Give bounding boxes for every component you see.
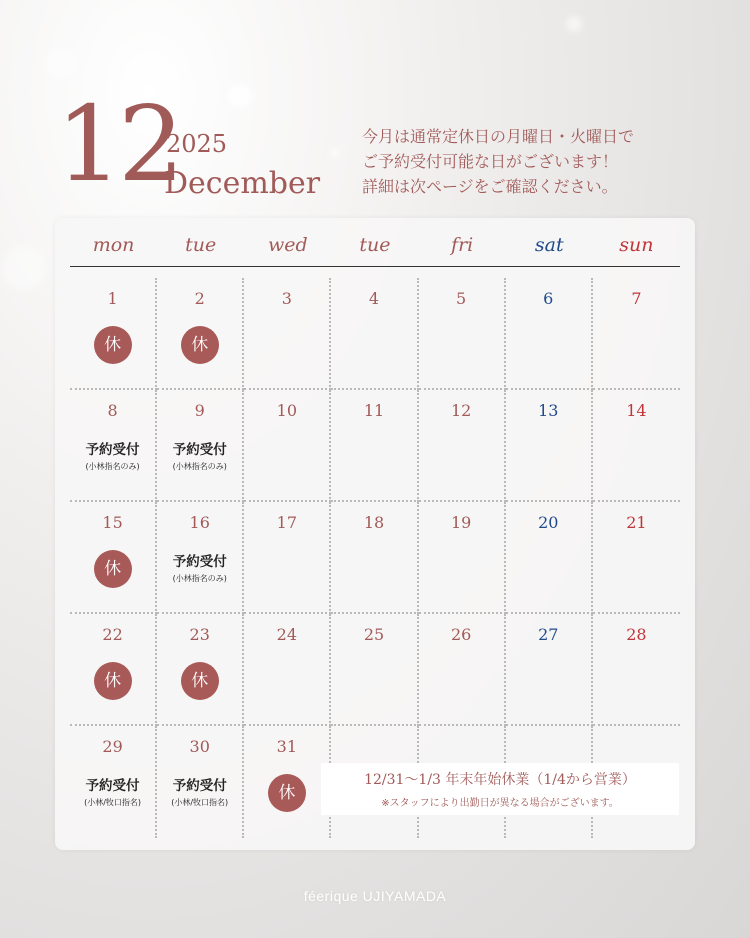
holiday-notice-note: ※スタッフにより出勤日が異なる場合がございます。 xyxy=(381,798,619,809)
day-number: 1 xyxy=(107,289,118,308)
day-number: 6 xyxy=(543,289,554,308)
reservation-title: 予約受付 xyxy=(85,442,140,458)
bokeh-light xyxy=(228,84,252,108)
day-number: 3 xyxy=(281,289,292,308)
day-number: 21 xyxy=(626,513,647,532)
day-cell xyxy=(244,278,331,390)
weekday-mon: mon xyxy=(92,234,135,256)
reservation-note: (小林指名のみ) xyxy=(172,462,227,471)
notice-line: 詳細は次ページをご確認ください。 xyxy=(362,177,618,196)
day-number: 19 xyxy=(450,513,472,532)
day-number: 27 xyxy=(538,625,559,644)
holiday-notice-main: 12/31〜1/3 年末年始休業（1/4から営業） xyxy=(364,772,636,788)
reservation-note: (小林/牧口指名) xyxy=(171,798,229,807)
weekday-sat: sat xyxy=(534,234,564,256)
day-number: 22 xyxy=(102,625,123,644)
reservation-title: 予約受付 xyxy=(85,778,140,794)
day-number: 13 xyxy=(538,401,559,420)
closed-badge: 休 xyxy=(268,774,306,812)
day-cell xyxy=(70,278,157,390)
day-cell xyxy=(244,390,331,502)
day-cell xyxy=(70,390,157,502)
day-number: 20 xyxy=(538,513,559,532)
reservation-info xyxy=(157,774,242,808)
day-number: 9 xyxy=(194,401,205,420)
weekday-tue: tue xyxy=(185,234,217,256)
day-number: 4 xyxy=(368,289,380,308)
bokeh-light xyxy=(2,246,46,290)
day-cell xyxy=(70,614,157,726)
day-number: 17 xyxy=(276,513,298,532)
reservation-title: 予約受付 xyxy=(172,554,227,570)
day-number: 12 xyxy=(450,401,472,420)
day-cell xyxy=(244,614,331,726)
day-number: 25 xyxy=(363,625,385,644)
day-number: 16 xyxy=(189,513,210,532)
weekday-sun: sun xyxy=(619,234,654,256)
bokeh-light xyxy=(46,48,76,78)
calendar-grid xyxy=(70,278,680,838)
day-number: 15 xyxy=(102,513,123,532)
day-cell xyxy=(506,614,593,726)
notice-line: ご予約受付可能な日がございます！ xyxy=(362,152,619,171)
day-number: 26 xyxy=(450,625,472,644)
day-cell xyxy=(419,278,506,390)
day-cell xyxy=(331,614,418,726)
reservation-info xyxy=(157,550,242,584)
day-cell xyxy=(593,502,680,614)
day-number: 28 xyxy=(626,625,647,644)
calendar-card xyxy=(55,218,695,850)
day-number: 18 xyxy=(363,513,385,532)
day-number: 14 xyxy=(626,401,647,420)
closed-badge: 休 xyxy=(181,662,219,700)
day-cell xyxy=(331,278,418,390)
closed-badge: 休 xyxy=(181,326,219,364)
day-cell xyxy=(157,614,244,726)
day-cell xyxy=(331,502,418,614)
day-cell xyxy=(593,278,680,390)
reservation-title: 予約受付 xyxy=(172,442,227,458)
weekday-thu: tue xyxy=(359,234,391,256)
notice-text xyxy=(362,124,722,199)
day-number: 5 xyxy=(456,289,467,308)
reservation-note: (小林指名のみ) xyxy=(85,462,140,471)
day-cell xyxy=(419,502,506,614)
brand-footer: féerique UJIYAMADA xyxy=(303,888,447,904)
year-label: 2025 xyxy=(166,130,228,158)
day-cell xyxy=(70,726,157,838)
day-number: 2 xyxy=(194,289,205,308)
reservation-info xyxy=(70,774,155,808)
reservation-note: (小林指名のみ) xyxy=(172,574,227,583)
day-cell xyxy=(70,502,157,614)
day-number: 7 xyxy=(631,289,642,308)
day-cell xyxy=(157,726,244,838)
bokeh-light xyxy=(566,16,582,32)
day-number: 11 xyxy=(363,401,385,420)
month-name: December xyxy=(164,166,321,201)
day-cell xyxy=(157,502,244,614)
day-cell xyxy=(593,390,680,502)
day-cell xyxy=(506,278,593,390)
day-cell xyxy=(593,614,680,726)
day-cell xyxy=(244,726,331,838)
reservation-note: (小林/牧口指名) xyxy=(84,798,142,807)
day-number: 8 xyxy=(107,401,118,420)
weekday-wed: wed xyxy=(268,234,308,256)
reservation-title: 予約受付 xyxy=(172,778,227,794)
closed-badge: 休 xyxy=(94,550,132,588)
weekday-header xyxy=(70,218,680,267)
day-number: 30 xyxy=(189,737,210,756)
day-cell xyxy=(331,390,418,502)
reservation-info xyxy=(70,438,155,472)
day-cell xyxy=(157,278,244,390)
weekday-fri: fri xyxy=(451,234,474,256)
day-cell xyxy=(506,390,593,502)
day-number: 10 xyxy=(276,401,298,420)
day-cell xyxy=(157,390,244,502)
closed-badge: 休 xyxy=(94,326,132,364)
day-number: 29 xyxy=(102,737,123,756)
bokeh-light xyxy=(330,148,340,158)
month-number: 12 xyxy=(56,83,181,205)
holiday-notice xyxy=(321,763,679,815)
day-number: 23 xyxy=(189,625,210,644)
day-number: 31 xyxy=(276,737,298,756)
notice-line: 今月は通常定休日の月曜日・火曜日で xyxy=(362,127,635,146)
day-cell xyxy=(419,614,506,726)
day-number: 24 xyxy=(276,625,298,644)
day-cell xyxy=(244,502,331,614)
day-cell xyxy=(419,390,506,502)
reservation-info xyxy=(157,438,242,472)
closed-badge: 休 xyxy=(94,662,132,700)
day-cell xyxy=(506,502,593,614)
